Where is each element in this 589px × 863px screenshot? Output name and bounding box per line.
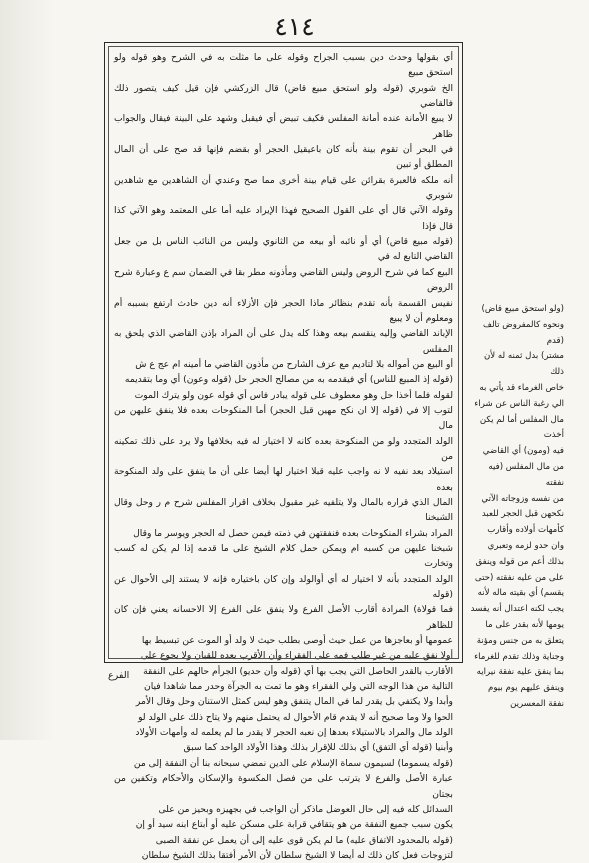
main-commentary-text: أي بقولها وحدث دين بسبب الجراح وقوله على ما مثلت به في الشرح وهو قوله ولو استحق مبيع الخ شوبري (قوله ولو استحق مبيع قاض) قال الزركشي فإن قيل كيف يتصور ذلك فالقاضي لا يبيع الأمانة عنده أمانة المفلس فكيف تبيض أي فيقبل وشهد على البينة فيقال والجواب ظاهر في البحر أن تقوم بينة بأنه كان باعيقيل الحجر أو بقضم فإنها قد صح على أن المال المطلق أو تبين أنه ملكه فالعبرة بقرائن على قيام بينة أخرى مما صح وعندي أن الشاهدين مع شاهدين شوبري وقوله الآتي قال أي على القول الصحيح فهذا الإيراد عليه أما على المعتمد وهو الآتي كذا قال فإذا (قوله مبيع قاض) أي أو نائبه أو بيعه من الثانوي وليس من النائب الناس بل من جعل القاضي التابع له في البيع كما في شرح الروض وليس القاضي ومأذونه مطر بقا في الضمان سم ع وعبارة شرح الروض نفيس القسمة بأنه تقدم بنظائر ماذا الحجر فإن الأزلاء أنه دين حادث ارتفع بسببه أم ومعلوم أن لا يبيع الإباند القاضي وإليه ينقسم بيعه وهذا كله يدل على أن المراد بإذن القاضي الذي يلحق به المفلس أو البيع من أمواله بلا لتاديم مع عزف الشارح من مأذون القاضي ما أمينه ام عج ع ش (قوله إذ المبيع للناس) أي فيقدمه به من مصالح الحجر حل (قوله وعون) أي وما بتقديمه لقوله فلما أخذا حل وهو معطوف على قوله يبادر فاس أي قوله عون ولو يترك الموت لتوب إلا في (قوله إلا ان نكح مهين قبل الحجر) أما المنكوحات بعده فلا ينفق عليهن من مال الولد المتجدد ولو من المنكوحة بعده كانه لا اختيار له فيه بخلافها ولا يرد على ذلك تمكينه من استيلاد بعد نفيه لا نه واجب عليه قبلا اختيار لها أيضا على أن ما ينفق على ولد المنكوحة بعده المال الذي قراره بالمال ولا يتلفيه غير مقبول بخلاف اقرار المفلس شرح م ر وحل وقال الشبخنا المراد بشراء المنكوحات بعده فنفقتهن في ذمته فيمن حصل له الحجر ويوسر ما وقال شبخنا عليهن من كسبه ام ويمكن حمل كلام الشيخ على ما قدمه إذا لم يكن له كسب وتخارت الولد المتجدد بأنه لا اختيار له أي أوالولد وإن كان باختياره فإنه لا يستند إلى الأحوال عن (قوله فما قولاة) المرادة أقارب الأصل الفرع ولا ينفق على الفرع إلا الاحسانه يعني فإن كان للظاهر عمومها أو بعاجزها من عمل حيث أوصى بطلب حيث لا ولد أو الموت عن تبسيط بها أولا نفق عليه من غير طلب فمه على الفقراء وأن الأقرب بعده للقبان ولا يجوع على الأقارب بالقدر الحاصل التي يجب بها أي (قوله وأن حديو) الجرأم حالهم على النفقة التالية من هذا الوجه التي ولي الفقراء وهو ما تمت به الجرآة وحدر مما شاهدا فيان وأبدا ولا يكتفي بل يقدر لما في المال يتنفق وهو ليس كمثل الاستنان وحل وقال الأمر الحوا ولا وما صحيح أنه لا يقدم قام الأحوال له يحتمل منهم ولا يتاح ذلك على الولد لو الولد مال والمراد بالاستيلاء بعدها إن نعبه الحجر لا يقدر ما لم يعلمه له وأمهات الأولاد وأبنيا (قوله أي التفق) أي بذلك للإقرار بذلك وهذا الأولاد الواحد كما سبق (قوله يسموما) لسيمون سماة الإسلام على الدين نمضي سبحانه بنا أن النفقة إلى من عبارة الأصل والفرع لا يترتب على من فصل المكسوة والإسكان والأحكام وتكفين من بجتان السدائل كله فيه إلى حال العوضل ماذكر أن الواجب في بجهيزه وبحيز من على يكون سبب جميع النفقة من هو يتقافي قرابة على مسكن عليه أو أبتاع ابنه سيد أو إن (قوله بالمحدود الاتفاق عليه) ما لم يكن قوى عليه إلى أن يعمل عن نفقة الصبى لتزوجات فعل كان ذلك له أيضا لا الشيخ سلطان لأن الأمر أفتقا بذلك الشيخ سلطان [114,52,453,861]
main-text-frame [104,42,463,861]
catchword: الفرع [108,670,130,681]
scan-shadow-strip [0,0,54,740]
page-number: ٤١٤ [274,12,315,41]
margin-note-text: (ولو استحق مبيع قاض) ونحوه كالمفروض تالف (قدم مشتر) بدل ثمنه له لأن ذلك خاص الغرماء قد يأتي به الي رغبة الناس عن شراء مال المفلس أما لم يكن أخذت فيه (ومون) أي القاضي من مال المفلس (فيه نفقته من نفسه وزوجاته الآتي نكحهن قبل الحجر للعبد كأمهات أولاده وأقارب وان حدو لزمه وتعبري بذلك أعم من قوله وينفق على من عليه نفقته (حتى يقسم) أي بقيته ماله لأنه يجب لكنه اعتدال أنه يفسد يومها لأنه بقدر على ما يتعلق به من جنس ومؤنة وجناية وذلك تقدم للغرماء بما ينفق عليه نفقة نيرايه وينفق عليهم يوم بيوم نفقة المعسرين [470,304,564,709]
